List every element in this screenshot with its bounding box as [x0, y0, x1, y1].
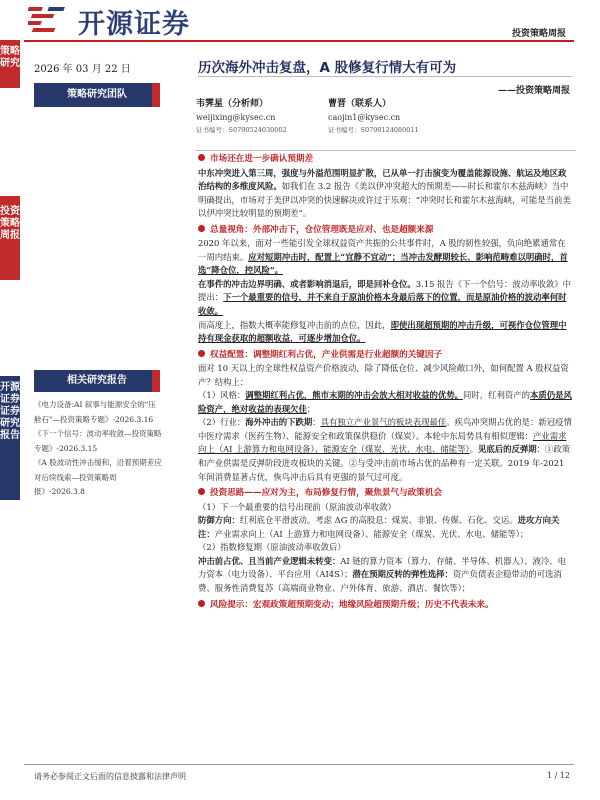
kysec-logo-icon [28, 4, 72, 36]
side-tab-broker: 开源证券 证券研究报告 [0, 376, 20, 500]
paragraph: 面对 10 天以上的全球性权益资产价格波动，除了降低仓位、减少风险敞口外，如何配置 A 股权益资产？结构上： [198, 363, 569, 387]
section-heading: 总量视角：外部冲击下，仓位管理既是应对、也是超额来源 [198, 224, 574, 238]
related-reports-list [34, 398, 162, 500]
bullet-dot-icon [198, 154, 205, 161]
side-tab-report-type: 投资策略周报 [0, 196, 20, 280]
risk-warning: 风险提示：宏观政策超预期变动；地缘风险超预期升级；历史不代表未来。 [198, 599, 574, 613]
author-name: 曹晋（联系人） [328, 99, 392, 109]
paragraph: 在事件的冲击边界明确、或者影响消退后，即是回补仓位。3.15 报告《下一个信号：波动率收敛》中提出：下一个最重要的信号，并不来自于原油价格本身最后落下的位置，而是原油价格的波动率何时收敛。 [198, 278, 572, 317]
paragraph: 冲击前占优、且当前产业逻辑未转变：AI 链的算力资本（算力、存储、半导体、机器人）、液冷、电力资本（电力设备）、平台应用（AI4S）；潜在预期反转的弹性选择：资产负债表企稳带动的可选消费、服务性消费复苏（高端商业物业、户外体育、旅游、酒店、餐饮等）； [198, 555, 566, 593]
bullet-dot-icon [198, 488, 205, 495]
paragraph: （2）指数修复期（原油波动率收敛后） [198, 542, 346, 553]
footer-divider [24, 764, 574, 765]
paragraph: （2）行业：海外冲击的下跌期：具有独立产业景气的板块表现最佳。疾鸟冲突期占优的是：新冠疫情中医疗需求（医药生物）、能源安全和政策保供稳价（煤炭）。本轮中东局势具有相似逻辑：产业需求向上（AI 上游算力和电网设备）、能源安全（煤炭、光伏、水电、储能等）。见底后的反弹期：①政策和产业供需是反弹阶段进攻板块的关键。②与受冲击前市场占优的品种有一定关联。2019 年-2021 年间消费显著占优，恢鸟冲击后具有更强的景气过可度。 [198, 417, 572, 482]
authors-divider [196, 150, 576, 151]
author-card [328, 98, 419, 137]
logo-text: 开源证券 [78, 9, 190, 40]
authors-block [196, 98, 576, 148]
bullet-dot-icon [198, 350, 205, 357]
side-tab-strategy: 策略研究 [0, 40, 20, 88]
brand-logo [28, 2, 238, 38]
paragraph: 而高度上，指数大概率能修复冲击前的点位，因此，即使出现超预期的冲击升级，可视作仓位管理中持有现金获取的超额收益，可逐步增加仓位。 [198, 319, 567, 344]
section-heading: 市场还在进一步确认预期差 [198, 153, 574, 167]
report-date: 2026 年 03 月 22 日 [34, 64, 131, 75]
paragraph: 防御方向：红利底仓平滑波动。考虑 ΔG 的高股息：煤炭、非银、传媒、石化、交运。进攻方向关注：产业需求向上（AI 上游算力和电网设备）、能源安全（煤炭、光伏、水电、储能等）； [198, 515, 560, 539]
author-name: 韦霁星（分析师） [196, 99, 269, 109]
paragraph: 2020 年以来，面对一些能引发全球权益资产共振的公共事件时，A 股的韧性较强，负向绝累通常在一周内结束。应对短期冲击时，配置上“宜静不宜动”；当冲击发酵期较长、影响范畴难以明确时，首选“降仓位，控风险”。 [198, 238, 568, 276]
team-title-bar: 策略研究团队 [34, 83, 160, 107]
section-heading: 投资思路——应对为主，布局修复行情，聚焦景气与政策机会 [198, 487, 574, 501]
report-subtitle: ——投资策略周报 [497, 86, 570, 96]
paragraph: （1）下一个最重要的信号出现前（原油波动率收敛） [198, 501, 396, 512]
paragraph: 中东冲突进入第三周，强度与外溢范围明显扩散，已从单一打击演变为覆盖能源设施、航运及地区政治结构的多维度风险。如我们在 3.2 报告《美以伊冲突超大的预期差——时长和霍尔木兹海峡》当中明确提出，市场对于美伊以冲突的快速解决或许过于乐观：“冲突时长和霍尔木兹海峡，可能是当前美以伊冲突比较明显的预期差”。 [198, 167, 571, 219]
footer-disclaimer[interactable]: 请务必参阅正文后面的信息披露和法律声明 [34, 772, 186, 781]
section-heading: 权益配置：调整期红利占优，产业供需是行业超额的关键因子 [198, 349, 574, 363]
related-reports-bar: 相关研究报告 [34, 370, 160, 392]
author-card [196, 98, 287, 137]
related-report-item[interactable]: 《A 股波动性冲击缓和，沿着预期差应对后续线索—投资策略周报》-2026.3.8 [34, 458, 162, 496]
related-report-item[interactable]: 《电力设备:AI 叙事与能源安全的"压舱石"—投资策略专题》-2026.3.16 [34, 400, 156, 424]
report-body [198, 152, 574, 612]
page-number: 1 / 12 [546, 771, 570, 780]
report-type-label: 投资策略周报 [511, 29, 566, 39]
bullet-dot-icon [198, 225, 205, 232]
related-report-item[interactable]: 《下一个信号：波动率收敛—投资策略专题》-2026.3.15 [34, 429, 162, 453]
author-cert: 证书编号：S0790124080011 [328, 126, 419, 134]
header-divider [24, 40, 574, 42]
author-cert: 证书编号：S0790524030002 [196, 126, 287, 134]
author-email[interactable]: caojin1@kysec.cn [328, 113, 401, 122]
author-email[interactable]: weijixing@kysec.cn [196, 113, 276, 122]
report-title: 历次海外冲击复盘，A 股修复行情大有可为 [198, 60, 457, 76]
bullet-dot-icon [198, 600, 205, 607]
title-divider [198, 76, 572, 77]
paragraph: （1）风格：调整期红利占优，熊市末期的冲击会放大相对收益的优势。同时，红利资产的本质仍是风险资产，绝对收益的表现欠佳； [198, 390, 572, 414]
